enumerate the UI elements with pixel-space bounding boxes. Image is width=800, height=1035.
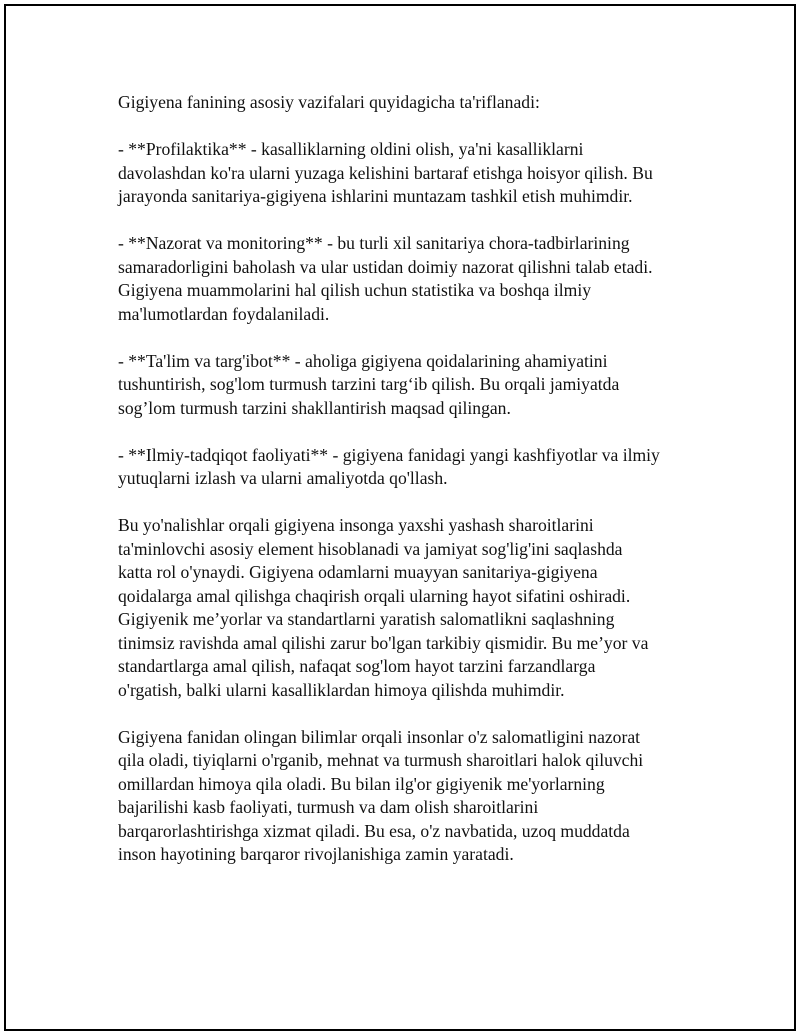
- intro-text: Gigiyena fanining asosiy vazifalari quyidagicha ta'riflanadi:: [118, 92, 540, 112]
- list-item-ilmiy: - **Ilmiy-tadqiqot faoliyati** - gigiyena fanidagi yangi kashfiyotlar va ilmiy yutuqlarni izlash va ularni amaliyotda qo'llash.: [118, 444, 660, 488]
- list-item-talim: - **Ta'lim va targ'ibot** - aholiga gigiyena qoidalarining ahamiyatini tushuntirish, sog'lom turmush tarzini targ‘ib qilish. Bu orqali jamiyatda sog’lom turmush tarzini shakllantirish maqsad qilingan.: [118, 350, 620, 418]
- list-item-nazorat: - **Nazorat va monitoring** - bu turli xil sanitariya chora-tadbirlarining samaradorligini baholash va ular ustidan doimiy nazorat qilishni talab etadi. Gigiyena muammolarini hal qilish uchun statistika va boshqa ilmiy ma'lumotlardan foydalaniladi.: [118, 233, 653, 324]
- body-paragraph-1: Bu yo'nalishlar orqali gigiyena insonga yaxshi yashash sharoitlarini ta'minlovchi asosiy element hisoblanadi va jamiyat sog'lig'ini saqlashda katta rol o'ynaydi. Gigiyena odamlarni muayyan sanitariya-gigiyena qoidalarga amal qilishga chaqirish orqali ularning hayot sifatini oshiradi. Gigiyenik me’yorlar va standartlarni yaratish salomatlikni saqlashning tinimsiz ravishda amal qilishi zarur bo'lgan tarkibiy qismidir. Bu me’yor va standartlarga amal qilish, nafaqat sog'lom hayot tarzini farzandlarga o'rgatish, balki ularni kasalliklardan himoya qilishda muhimdir.: [118, 515, 649, 700]
- list-item-profilaktika: - **Profilaktika** - kasalliklarning oldini olish, ya'ni kasalliklarni davolashdan ko'ra ularni yuzaga kelishini bartaraf etishga hoisyor qilish. Bu jarayonda sanitariya-gigiyena ishlarini muntazam tashkil etish muhimdir.: [118, 139, 653, 206]
- document-body: [118, 91, 693, 890]
- body-paragraph-2: Gigiyena fanidan olingan bilimlar orqali insonlar o'z salomatligini nazorat qila oladi, tiyiqlarni o'rganib, mehnat va turmush sharoitlari halok qiluvchi omillardan himoya qila oladi. Bu bilan ilg'or gigiyenik me'yorlarning bajarilishi kasb faoliyati, turmush va dam olish sharoitlarini barqarorlashtirishga xizmat qiladi. Bu esa, o'z navbatida, uzoq muddatda inson hayotining barqaror rivojlanishiga zamin yaratadi.: [118, 726, 644, 864]
